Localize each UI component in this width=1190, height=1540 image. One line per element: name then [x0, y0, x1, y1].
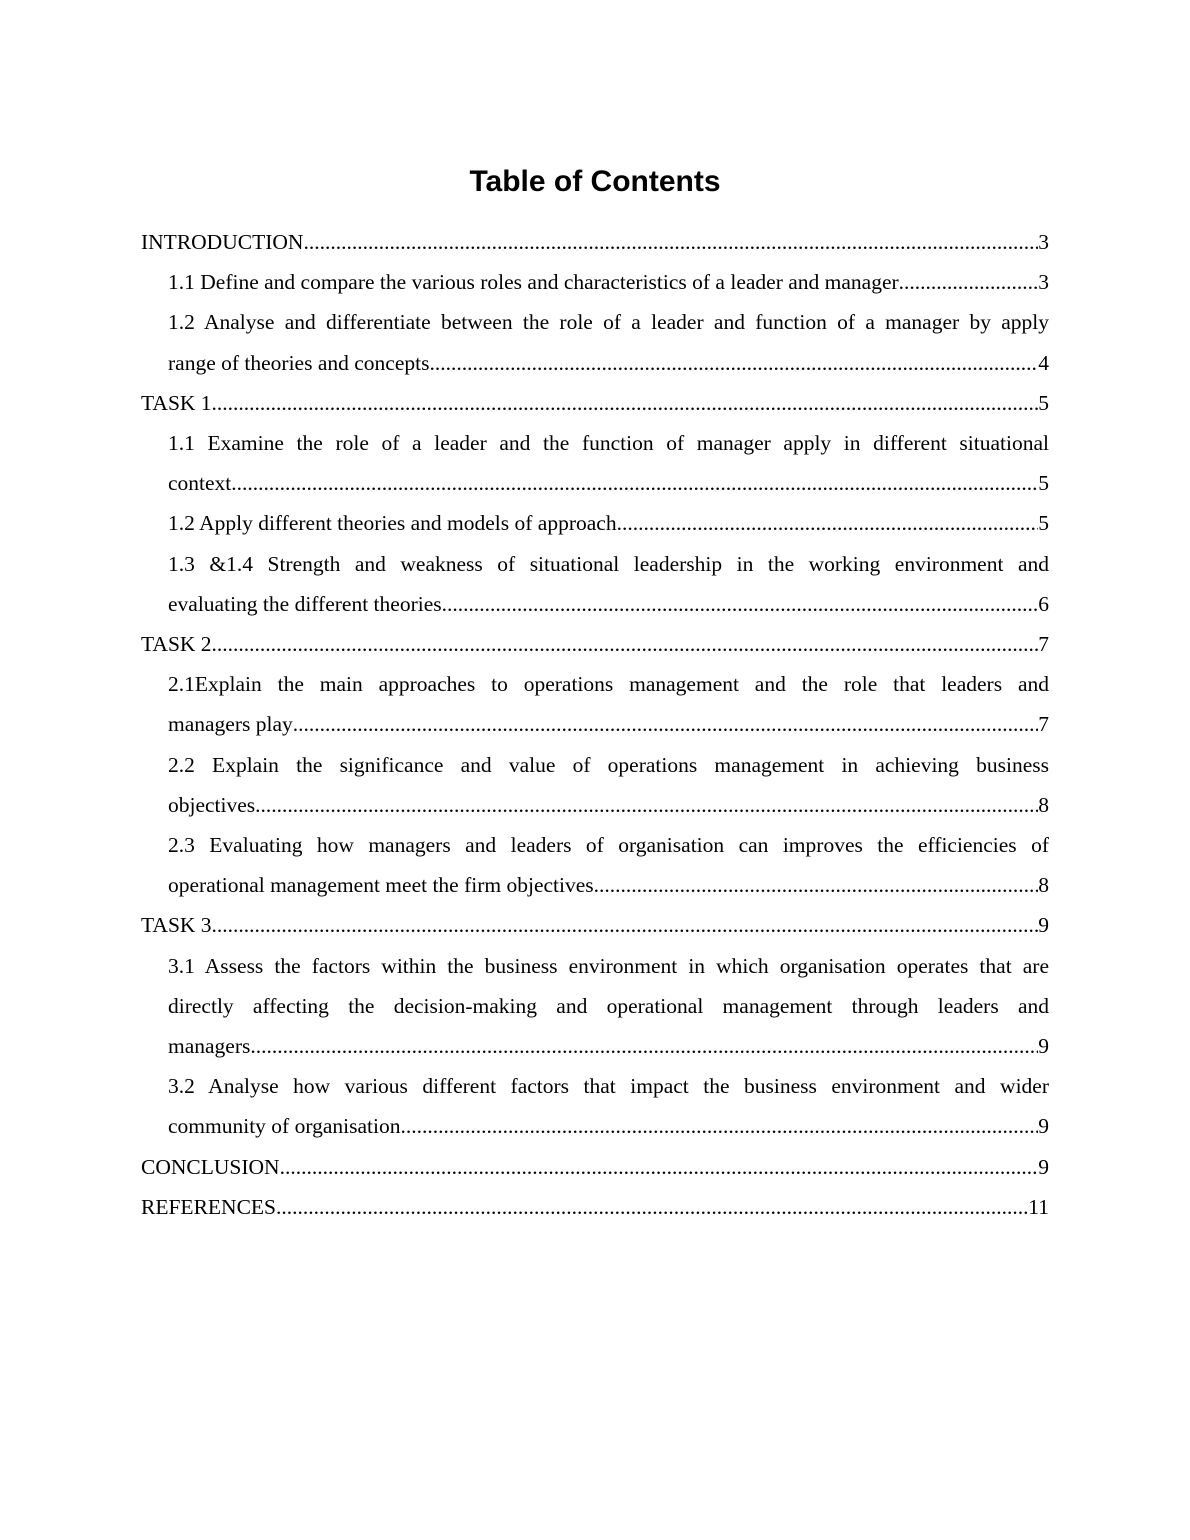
toc-entry-title: 1.2 Apply different theories and models of approach: [168, 511, 617, 536]
toc-entry-title: range of theories and concepts: [168, 350, 430, 375]
toc-entry-title: REFERENCES: [141, 1194, 276, 1219]
toc-entry-last-line: [141, 624, 1049, 664]
toc-entry-section[interactable]: [141, 1147, 1049, 1187]
toc-entry-title: evaluating the different theories: [168, 591, 442, 616]
toc-entry-last-line: [168, 262, 1049, 302]
toc-entry-subsection[interactable]: [141, 745, 1049, 825]
toc-page-number: 7: [1038, 712, 1049, 737]
toc-dot-leader: [899, 262, 1039, 302]
toc-entry-subsection[interactable]: [141, 503, 1049, 543]
toc-entry-title: INTRODUCTION: [141, 230, 304, 254]
toc-list: [141, 222, 1049, 1227]
toc-page-number: 3: [1038, 230, 1049, 254]
toc-dot-leader: [303, 222, 1038, 262]
toc-page-number: 11: [1028, 1194, 1049, 1219]
toc-page-number: 8: [1038, 873, 1049, 898]
toc-entry-last-line: [168, 785, 1049, 825]
toc-page-number: 9: [1038, 1034, 1049, 1059]
toc-page-number: 9: [1038, 1114, 1049, 1139]
toc-entry-last-line: [168, 463, 1049, 503]
toc-entry-last-line: [141, 383, 1049, 423]
toc-entry-title: TASK 1: [141, 390, 212, 415]
toc-dot-leader: [280, 1147, 1039, 1187]
toc-entry-subsection[interactable]: [141, 664, 1049, 744]
toc-page-number: 7: [1038, 632, 1049, 657]
toc-entry-title: managers play: [168, 712, 293, 737]
toc-entry-last-line: [168, 704, 1049, 744]
toc-entry-section[interactable]: [141, 905, 1049, 945]
toc-entry-last-line: [168, 343, 1049, 383]
toc-page-number: 5: [1038, 511, 1049, 536]
toc-entry-title: objectives: [168, 792, 256, 817]
toc-dot-leader: [212, 624, 1039, 664]
toc-entry-title: 1.1 Define and compare the various roles and characteristics of a leader and manager: [168, 270, 899, 295]
toc-dot-leader: [250, 1026, 1038, 1066]
toc-entry-subsection[interactable]: [141, 946, 1049, 1067]
toc-entry-subsection[interactable]: [141, 1066, 1049, 1146]
toc-entry-last-line: [141, 1187, 1049, 1227]
toc-entry-subsection[interactable]: [141, 544, 1049, 624]
toc-entry-title: community of organisation: [168, 1114, 401, 1139]
toc-entry-last-line: [141, 1147, 1049, 1187]
toc-entry-title: context: [168, 471, 232, 496]
toc-entry-section[interactable]: [141, 1187, 1049, 1227]
toc-dot-leader: [617, 503, 1039, 543]
toc-entry-title: TASK 2: [141, 632, 212, 657]
toc-entry-last-line: [168, 503, 1049, 543]
toc-dot-leader: [212, 905, 1039, 945]
toc-entry-last-line: [168, 584, 1049, 624]
toc-entry-title: operational management meet the firm objectives: [168, 873, 594, 898]
toc-entry-title: managers: [168, 1034, 251, 1059]
toc-entry-text-line: 2.1Explain the main approaches to operations management and the role that leaders and: [168, 672, 1049, 697]
toc-dot-leader: [401, 1106, 1039, 1146]
toc-entry-subsection[interactable]: [141, 423, 1049, 503]
toc-entry-text-line: 1.3 &1.4 Strength and weakness of situational leadership in the working environment and: [168, 551, 1049, 576]
toc-entry-subsection[interactable]: [141, 302, 1049, 382]
toc-entry-text-line: 1.2 Analyse and differentiate between the role of a leader and function of a manager by apply: [168, 310, 1049, 335]
toc-entry-text-line: 3.2 Analyse how various different factors that impact the business environment and wider: [168, 1074, 1049, 1099]
toc-title: Table of Contents: [469, 165, 721, 198]
toc-entry-section[interactable]: [141, 383, 1049, 423]
toc-dot-leader: [429, 343, 1038, 383]
toc-entry-text-line: directly affecting the decision-making and operational management through leaders and: [168, 993, 1049, 1018]
toc-entry-title: CONCLUSION: [141, 1154, 280, 1179]
toc-page-number: 5: [1038, 471, 1049, 496]
toc-entry-last-line: [168, 1026, 1049, 1066]
toc-entry-title: TASK 3: [141, 913, 212, 938]
toc-dot-leader: [255, 785, 1038, 825]
toc-entry-last-line: [168, 865, 1049, 905]
toc-dot-leader: [276, 1187, 1028, 1227]
toc-dot-leader: [594, 865, 1039, 905]
toc-entry-text-line: 2.2 Explain the significance and value of operations management in achieving business: [168, 752, 1049, 777]
toc-entry-text-line: 3.1 Assess the factors within the business environment in which organisation operates that are: [168, 953, 1049, 978]
toc-entry-section[interactable]: [141, 624, 1049, 664]
toc-entry-last-line: [141, 222, 1049, 262]
toc-page-number: 8: [1038, 792, 1049, 817]
toc-page-number: 4: [1038, 350, 1049, 375]
toc-page-number: 9: [1038, 1154, 1049, 1179]
toc-dot-leader: [442, 584, 1039, 624]
toc-entry-last-line: [141, 905, 1049, 945]
toc-entry-subsection[interactable]: [141, 262, 1049, 302]
toc-entry-subsection[interactable]: [141, 825, 1049, 905]
toc-dot-leader: [212, 383, 1039, 423]
toc-dot-leader: [231, 463, 1038, 503]
toc-page-number: 3: [1038, 270, 1049, 295]
toc-page-number: 6: [1038, 591, 1049, 616]
toc-dot-leader: [293, 704, 1038, 744]
toc-entry-last-line: [168, 1106, 1049, 1146]
toc-entry-text-line: 2.3 Evaluating how managers and leaders of organisation can improves the efficiencies of: [168, 833, 1049, 858]
toc-page-number: 9: [1038, 913, 1049, 938]
toc-page-number: 5: [1038, 390, 1049, 415]
toc-entry-section[interactable]: [141, 222, 1049, 262]
toc-entry-text-line: 1.1 Examine the role of a leader and the function of manager apply in different situational: [168, 431, 1049, 456]
